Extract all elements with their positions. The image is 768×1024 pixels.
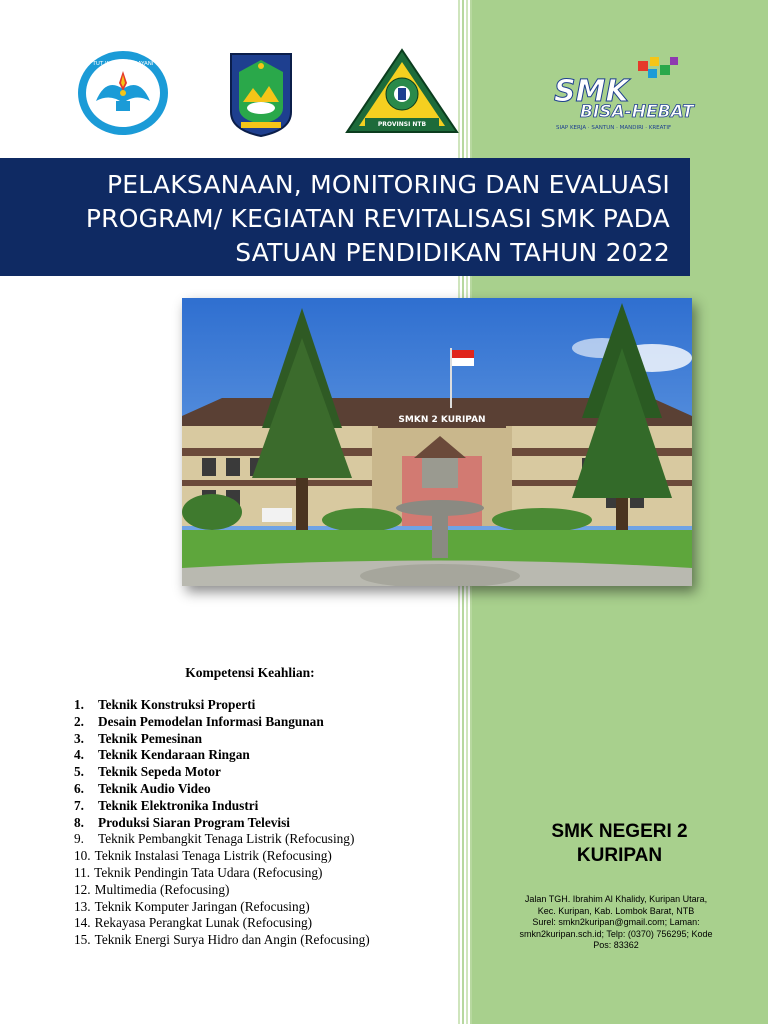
list-item-number: 10. [74,848,91,864]
list-item [74,932,370,949]
list-item-label: Teknik Konstruksi Properti [98,697,256,712]
document-title-line-3: SATUAN PENDIDIKAN TAHUN 2022 [235,238,670,267]
school-address [496,894,736,952]
list-item-number: 11. [74,864,91,880]
list-item [74,731,370,748]
list-item [74,697,370,714]
svg-text:SIAP KERJA · SANTUN · MANDIRI: SIAP KERJA · SANTUN · MANDIRI · KREATIF [556,125,672,131]
svg-text:TUT WURI HANDAYANI: TUT WURI HANDAYANI [92,61,154,67]
list-item [74,882,370,899]
address-line-2: Kec. Kuripan, Kab. Lombok Barat, NTB [537,905,695,916]
list-item-number: 6. [74,780,84,796]
list-item-label: Teknik Audio Video [98,780,211,796]
competencies-list [74,697,370,949]
list-item-label: Teknik Pendingin Tata Udara (Refocusing) [94,864,323,880]
list-item [74,798,370,815]
list-item [74,781,370,798]
school-name [471,820,768,868]
list-item-number: 5. [74,764,84,780]
list-item-label: Teknik Sepeda Motor [98,764,221,780]
list-item-number: 1. [74,697,84,712]
list-item [74,815,370,832]
competencies-heading: Kompetensi Keahlian: [185,665,315,680]
smk-bisa-hebat-logo [550,55,696,135]
list-item-label: Teknik Komputer Jaringan (Refocusing) [94,898,310,914]
list-item-label: Rekayasa Perangkat Lunak (Refocusing) [94,915,313,931]
address-line-5: Pos: 83362 [593,940,639,950]
list-item-label: Teknik Pembangkit Tenaga Listrik (Refocusing) [98,831,355,847]
svg-text:PROVINSI NTB: PROVINSI NTB [377,121,427,128]
address-line-4: smkn2kuripan.sch.id; Telp: (0370) 756295; Kode [519,928,713,939]
school-building-photo [182,298,692,586]
list-item-number: 13. [74,898,91,914]
list-item-number: 15. [74,932,91,948]
list-item [74,764,370,781]
svg-text:SMKN 2 KURIPAN: SMKN 2 KURIPAN [398,415,486,425]
list-item-number: 3. [74,730,84,746]
tut-wuri-handayani-logo [76,49,170,137]
list-item [74,747,370,764]
list-item-label: Desain Pemodelan Informasi Bangunan [98,713,324,729]
document-title-line-1: PELAKSANAAN, MONITORING DAN EVALUASI [106,170,670,199]
document-title-band [0,158,690,276]
list-item-number: 7. [74,797,84,813]
list-item-label: Teknik Elektronika Industri [98,797,259,813]
list-item-label: Teknik Pemesinan [98,730,203,746]
school-name-line-2: KURIPAN [576,845,663,866]
list-item-number: 4. [74,747,84,763]
list-item-number: 12. [74,881,91,897]
list-item-label: Multimedia (Refocusing) [94,881,230,897]
list-item [74,848,370,865]
address-line-3: Surel: smkn2kuripan@gmail.com; Laman: [532,917,700,927]
list-item [74,714,370,731]
document-title-line-2: PROGRAM/ KEGIATAN REVITALISASI SMK PADA [85,204,670,233]
address-line-1: Jalan TGH. Ibrahim Al Khalidy, Kuripan Utara, [524,894,708,904]
list-item-number: 8. [74,814,84,830]
list-item [74,865,370,882]
smkn2-kuripan-emblem [345,48,459,134]
list-item-label: Produksi Siaran Program Televisi [98,814,290,830]
list-item-number: 9. [74,831,84,847]
list-item [74,915,370,932]
list-item-label: Teknik Kendaraan Ringan [98,747,250,763]
list-item-number: 14. [74,915,91,931]
list-item-label: Teknik Energi Surya Hidro dan Angin (Refocusing) [94,932,370,948]
list-item-number: 2. [74,713,84,729]
list-item-label: Teknik Instalasi Tenaga Listrik (Refocusing) [94,848,332,864]
svg-text:SMK: SMK [554,74,629,109]
svg-text:BISA-HEBAT: BISA-HEBAT [580,102,694,122]
school-name-line-1: SMK NEGERI 2 [551,821,688,842]
list-item [74,899,370,916]
list-item [74,831,370,848]
ntb-province-seal [229,52,293,138]
